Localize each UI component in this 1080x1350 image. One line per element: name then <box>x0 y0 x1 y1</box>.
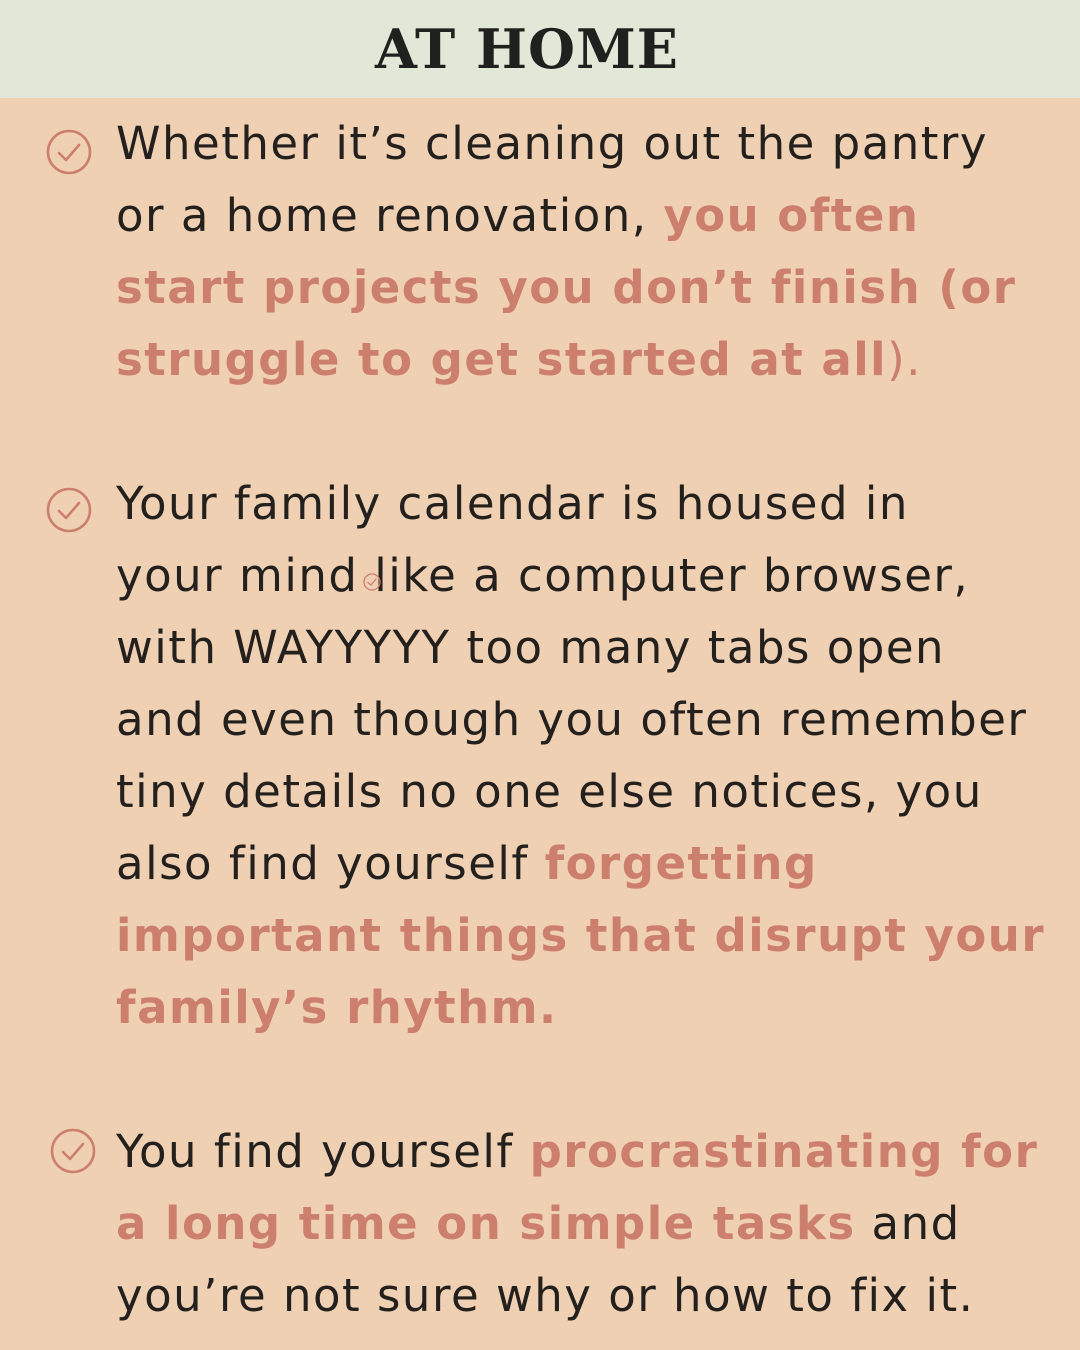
page-title: AT HOME <box>375 17 679 81</box>
text-segment: also find yourself <box>116 837 545 890</box>
text-line <box>116 900 1056 972</box>
text-segment: Your family calendar is housed in <box>116 477 909 530</box>
highlighted-text: forgetting <box>544 837 818 890</box>
text-line <box>116 684 1056 756</box>
text-line <box>116 468 1056 540</box>
highlighted-text: struggle to get started at all <box>116 333 888 386</box>
highlighted-text: you often <box>663 189 920 242</box>
item-text <box>116 468 1056 1044</box>
text-line <box>116 252 1056 324</box>
highlighted-text: start projects you don’t finish (or <box>116 261 1017 314</box>
check-circle-icon <box>50 1128 96 1174</box>
highlighted-text: family’s rhythm. <box>116 981 558 1034</box>
header-banner <box>0 0 1080 98</box>
text-line <box>116 828 1056 900</box>
highlighted-text: important things that disrupt your <box>116 909 1046 962</box>
text-line <box>116 1188 1056 1260</box>
text-line <box>116 180 1056 252</box>
text-line <box>116 108 1056 180</box>
text-line <box>116 756 1056 828</box>
item-text <box>116 108 1056 396</box>
highlighted-text: procrastinating for <box>529 1125 1039 1178</box>
text-line <box>116 540 1056 612</box>
text-segment: Whether it’s cleaning out the pantry <box>116 117 989 170</box>
text-segment: your mind like a computer browser, <box>116 549 970 602</box>
text-line <box>116 972 1056 1044</box>
item-text <box>116 1116 1056 1332</box>
text-line <box>116 1116 1056 1188</box>
highlighted-text: a long time on simple tasks <box>116 1197 856 1250</box>
closing-punctuation: ). <box>887 333 922 386</box>
text-segment: with WAYYYYY too many tabs open <box>116 621 946 674</box>
small-check-circle-icon <box>363 573 381 591</box>
text-segment: and even though you often remember <box>116 693 1028 746</box>
text-segment: or a home renovation, <box>116 189 664 242</box>
text-line <box>116 324 1056 396</box>
text-line <box>116 1260 1056 1332</box>
text-line <box>116 612 1056 684</box>
text-segment: You find yourself <box>116 1125 530 1178</box>
check-circle-icon <box>46 129 92 175</box>
text-segment: you’re not sure why or how to fix it. <box>116 1269 975 1322</box>
check-circle-icon <box>46 487 92 533</box>
text-segment: and <box>855 1197 961 1250</box>
text-segment: tiny details no one else notices, you <box>116 765 983 818</box>
